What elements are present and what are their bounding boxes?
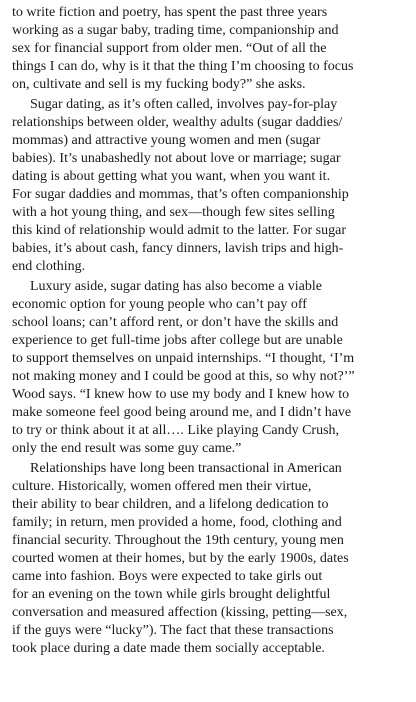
text-line: if the guys were “lucky”). The fact that these transactions [12, 623, 334, 638]
text-line: to write fiction and poetry, has spent the past three years [12, 5, 328, 20]
text-line: not making money and I could be good at this, so why not?’” [12, 369, 355, 384]
text-line: conversation and measured affection (kissing, petting—sex, [12, 605, 348, 620]
text-line: to try or think about it at all…. Like playing Candy Crush, [12, 423, 340, 438]
text-line: relationships between older, wealthy adults (sugar daddies/ [12, 115, 343, 130]
text-line: mommas) and attractive young women and men (sugar [12, 133, 321, 148]
text-line: for an evening on the town while girls brought delightful [12, 587, 331, 602]
text-line: with a hot young thing, and sex—though few sites selling [12, 205, 335, 220]
text-line: experience to get full-time jobs after college but are unable [12, 333, 343, 348]
text-line: financial security. Throughout the 19th century, young men [12, 533, 344, 548]
text-line: Relationships have long been transactional in American [30, 461, 342, 476]
text-line: Sugar dating, as it’s often called, involves pay-for-play [30, 97, 338, 112]
text-line: end clothing. [12, 259, 86, 274]
text-line: dating is about getting what you want, when you want it. [12, 169, 331, 184]
text-line: sex for financial support from older men. “Out of all the [12, 41, 327, 56]
text-line: family; in return, men provided a home, food, clothing and [12, 515, 342, 530]
text-line: to support themselves on unpaid internships. “I thought, ‘I’m [12, 351, 355, 366]
text-line: economic option for young people who can’t pay off [12, 297, 307, 312]
text-line: make someone feel good being around me, and I didn’t have [12, 405, 352, 420]
text-line: working as a sugar baby, trading time, companionship and [12, 23, 339, 38]
text-line: only the end result was some guy came.” [12, 441, 242, 456]
text-line: babies, it’s about cash, fancy dinners, lavish trips and high- [12, 241, 344, 256]
text-line: courted women at their homes, but by the early 1900s, dates [12, 551, 349, 566]
text-line: Luxury aside, sugar dating has also become a viable [30, 279, 322, 294]
text-line: For sugar daddies and mommas, that’s often companionship [12, 187, 349, 202]
text-line: this kind of relationship would admit to the latter. For sugar [12, 223, 347, 238]
text-line: babies). It’s unabashedly not about love or marriage; sugar [12, 151, 341, 166]
text-line: Wood says. “I knew how to use my body and I knew how to [12, 387, 350, 402]
text-line: school loans; can’t afford rent, or don’t have the skills and [12, 315, 339, 330]
text-line: took place during a date made them socially acceptable. [12, 641, 325, 656]
text-line: culture. Historically, women offered men their virtue, [12, 479, 312, 494]
text-line: came into fashion. Boys were expected to take girls out [12, 569, 323, 584]
text-line: on, cultivate and sell is my fucking body?” she asks. [12, 77, 306, 92]
text-line: things I can do, why is it that the thing I’m choosing to focus [12, 59, 354, 74]
text-line: their ability to bear children, and a lifelong dedication to [12, 497, 329, 512]
